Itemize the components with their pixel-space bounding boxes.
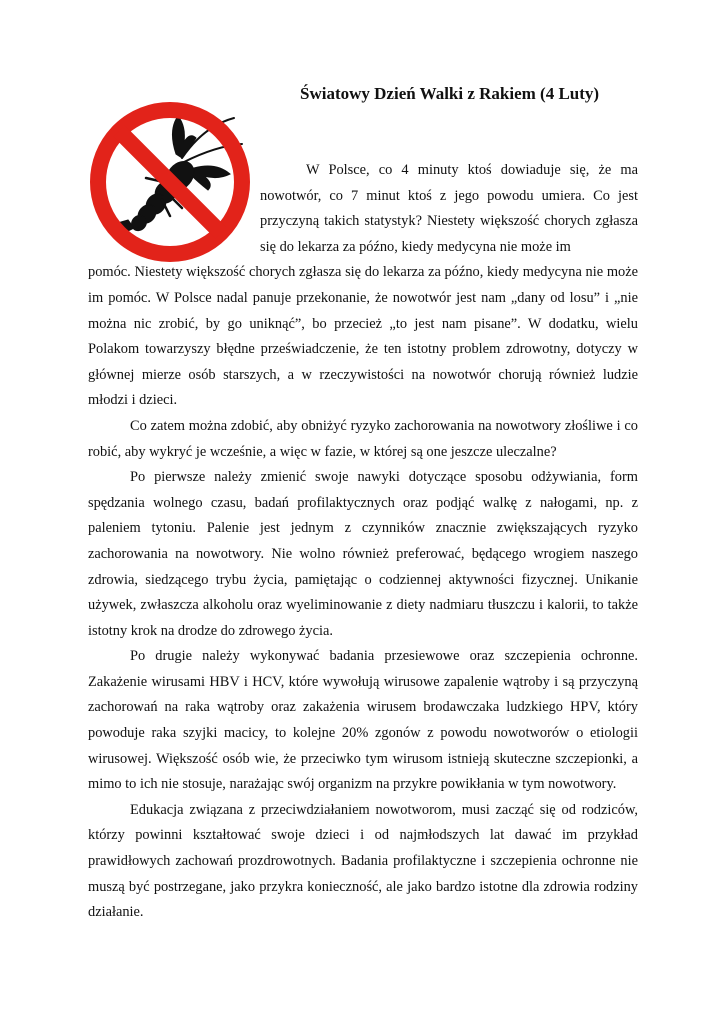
page-title: Światowy Dzień Walki z Rakiem (4 Luty) (300, 84, 600, 103)
paragraph (260, 158, 638, 260)
paragraph: pomóc. Niestety większość chorych zgłasza się do lekarza za późno, kiedy medycyna nie może im pomóc. W Polsce nadal panuje przekonanie, że nowotwór jest nam „dany od losu” i „nie można nic zrobić, by go uniknąć”, bo przecież „to jest nam pisane”. W dodatku, wielu Polakom towarzyszy błędne przeświadczenie, że ten istotny problem zdrowotny, dotyczy w głównej mierze osób starszych, a w rzeczywistości na nowotwór chorują również ludzie młodzi i dzieci. (88, 264, 638, 409)
paragraph-text: W Polsce, co 4 minuty ktoś dowiaduje się, że ma nowotwór, co 7 minut ktoś z jego powodu umiera. Co jest przyczyną takich statystyk? Niestety większość chorych zgłasza się do lekarza za późno, kiedy medycyna nie może im (260, 162, 638, 255)
paragraph: Po drugie należy wykonywać badania przesiewowe oraz szczepienia ochronne. Zakażenie wirusami HBV i HCV, które wywołują wirusowe zapalenie wątroby i są przyczyną zachorowań na raka wątroby oraz zakażenia wirusem brodawczaka ludzkiego HPV, który powoduje raka szyjki macicy, to kolejne 20% zgonów z powodu nowotworów o etiologii wirusowej. Większość osób wie, że przeciwko tym wirusom istnieją skuteczne szczepionki, a mimo to ich nie stosuje, narażając swój organizm na przykre powikłania w tym nowotwory. (88, 648, 638, 793)
paragraph: Edukacja związana z przeciwdziałaniem nowotworom, musi zacząć się od rodziców, którzy powinni kształtować swoje dzieci i od najmłodszych lat dawać im przykład prawidłowych zachowań prozdrowotnych. Badania profilaktyczne i szczepienia ochronne nie muszą być postrzegane, jako przykra konieczność, ale jako bardzo istotne dla zdrowia rodziny działanie. (88, 801, 638, 921)
article-body (88, 158, 638, 926)
paragraph: Co zatem można zdobić, aby obniżyć ryzyko zachorowania na nowotwory złośliwe i co robić, aby wykryć je wcześnie, a więc w fazie, w której są one jeszcze uleczalne? (88, 417, 638, 460)
paragraph: Po pierwsze należy zmienić swoje nawyki dotyczące sposobu odżywiania, form spędzania wolnego czasu, badań profilaktycznych oraz podjąć walkę z nałogami, np. z paleniem tytoniu. Palenie jest jednym z czynników znacznie zwiększających ryzyko zachorowania na nowotwory. Nie wolno również preferować, będącego wrogiem naszego zdrowia, siedzącego trybu życia, pamiętając o codziennej aktywności fizycznej. Unikanie używek, zwłaszcza alkoholu oraz wyeliminowanie z diety nadmiaru tłuszczu i kalorii, to także istotny krok na drodze do zdrowego życia. (88, 469, 638, 639)
